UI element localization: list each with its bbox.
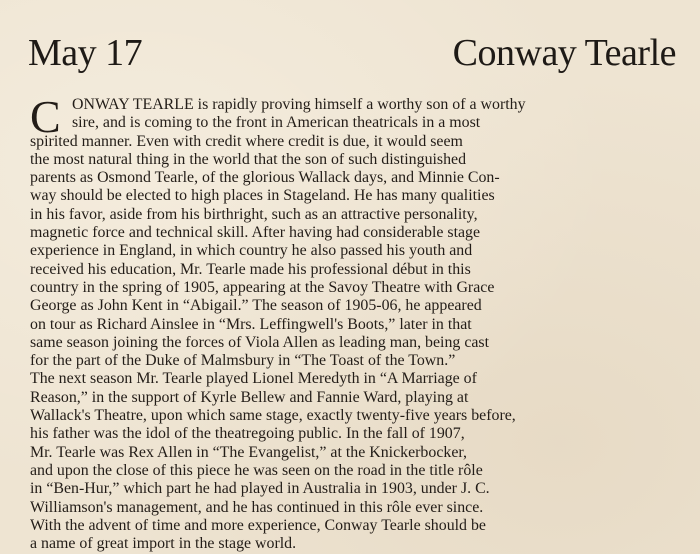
text-line: for the part of the Duke of Malmsbury in “The Toast of the Town.” <box>30 352 456 370</box>
text-line: same season joining the forces of Viola Allen as leading man, being cast <box>30 333 490 351</box>
text-line: With the advent of time and more experience, Conway Tearle should be <box>30 516 486 534</box>
text-line: experience in England, in which country he also passed his youth and <box>30 242 473 260</box>
text-line: received his education, Mr. Tearle made his professional début in this <box>30 260 471 278</box>
page-date: May 17 <box>28 32 143 74</box>
text-line: Wallack's Theatre, upon which same stage, exactly twenty-five years before, <box>30 407 516 425</box>
text-line: and upon the close of this piece he was seen on the road in the title rôle <box>30 461 483 479</box>
text-line: Mr. Tearle was Rex Allen in “The Evangelist,” at the Knickerbocker, <box>30 443 468 461</box>
text-line: on tour as Richard Ainslee in “Mrs. Leffingwell's Boots,” later in that <box>30 315 472 333</box>
text-line: way should be elected to high places in Stageland. He has many qualities <box>30 187 495 205</box>
text-line: ONWAY TEARLE is rapidly proving himself a worthy son of a worthy <box>72 96 526 113</box>
text-line: parents as Osmond Tearle, of the glorious Wallack days, and Minnie Con- <box>30 169 500 187</box>
drop-cap: C <box>30 91 61 142</box>
article-body <box>30 91 676 553</box>
text-line: sire, and is coming to the front in American theatricals in a most <box>72 114 481 132</box>
text-line: George as John Kent in “Abigail.” The season of 1905-06, he appeared <box>30 297 482 315</box>
text-line: the most natural thing in the world that the son of such distinguished <box>30 150 467 168</box>
text-line: The next season Mr. Tearle played Lionel Meredyth in “A Marriage of <box>30 370 477 388</box>
text-line: magnetic force and technical skill. After having had considerable stage <box>30 224 481 242</box>
text-line: in his favor, aside from his birthright, such as an attractive personality, <box>30 205 478 223</box>
text-line: spirited manner. Even with credit where credit is due, it would seem <box>30 132 463 150</box>
text-line: Reason,” in the support of Kyrle Bellew and Fannie Ward, playing at <box>30 388 469 406</box>
page-title: Conway Tearle <box>452 32 676 74</box>
text-line: his father was the idol of the theatregoing public. In the fall of 1907, <box>30 425 465 443</box>
text-line: in “Ben-Hur,” which part he had played in Australia in 1903, under J. C. <box>30 480 490 498</box>
text-line: a name of great import in the stage world. <box>30 535 297 553</box>
text-line: country in the spring of 1905, appearing at the Savoy Theatre with Grace <box>30 278 495 296</box>
page-header <box>28 30 676 76</box>
text-line: Williamson's management, and he has continued in this rôle ever since. <box>30 498 484 516</box>
